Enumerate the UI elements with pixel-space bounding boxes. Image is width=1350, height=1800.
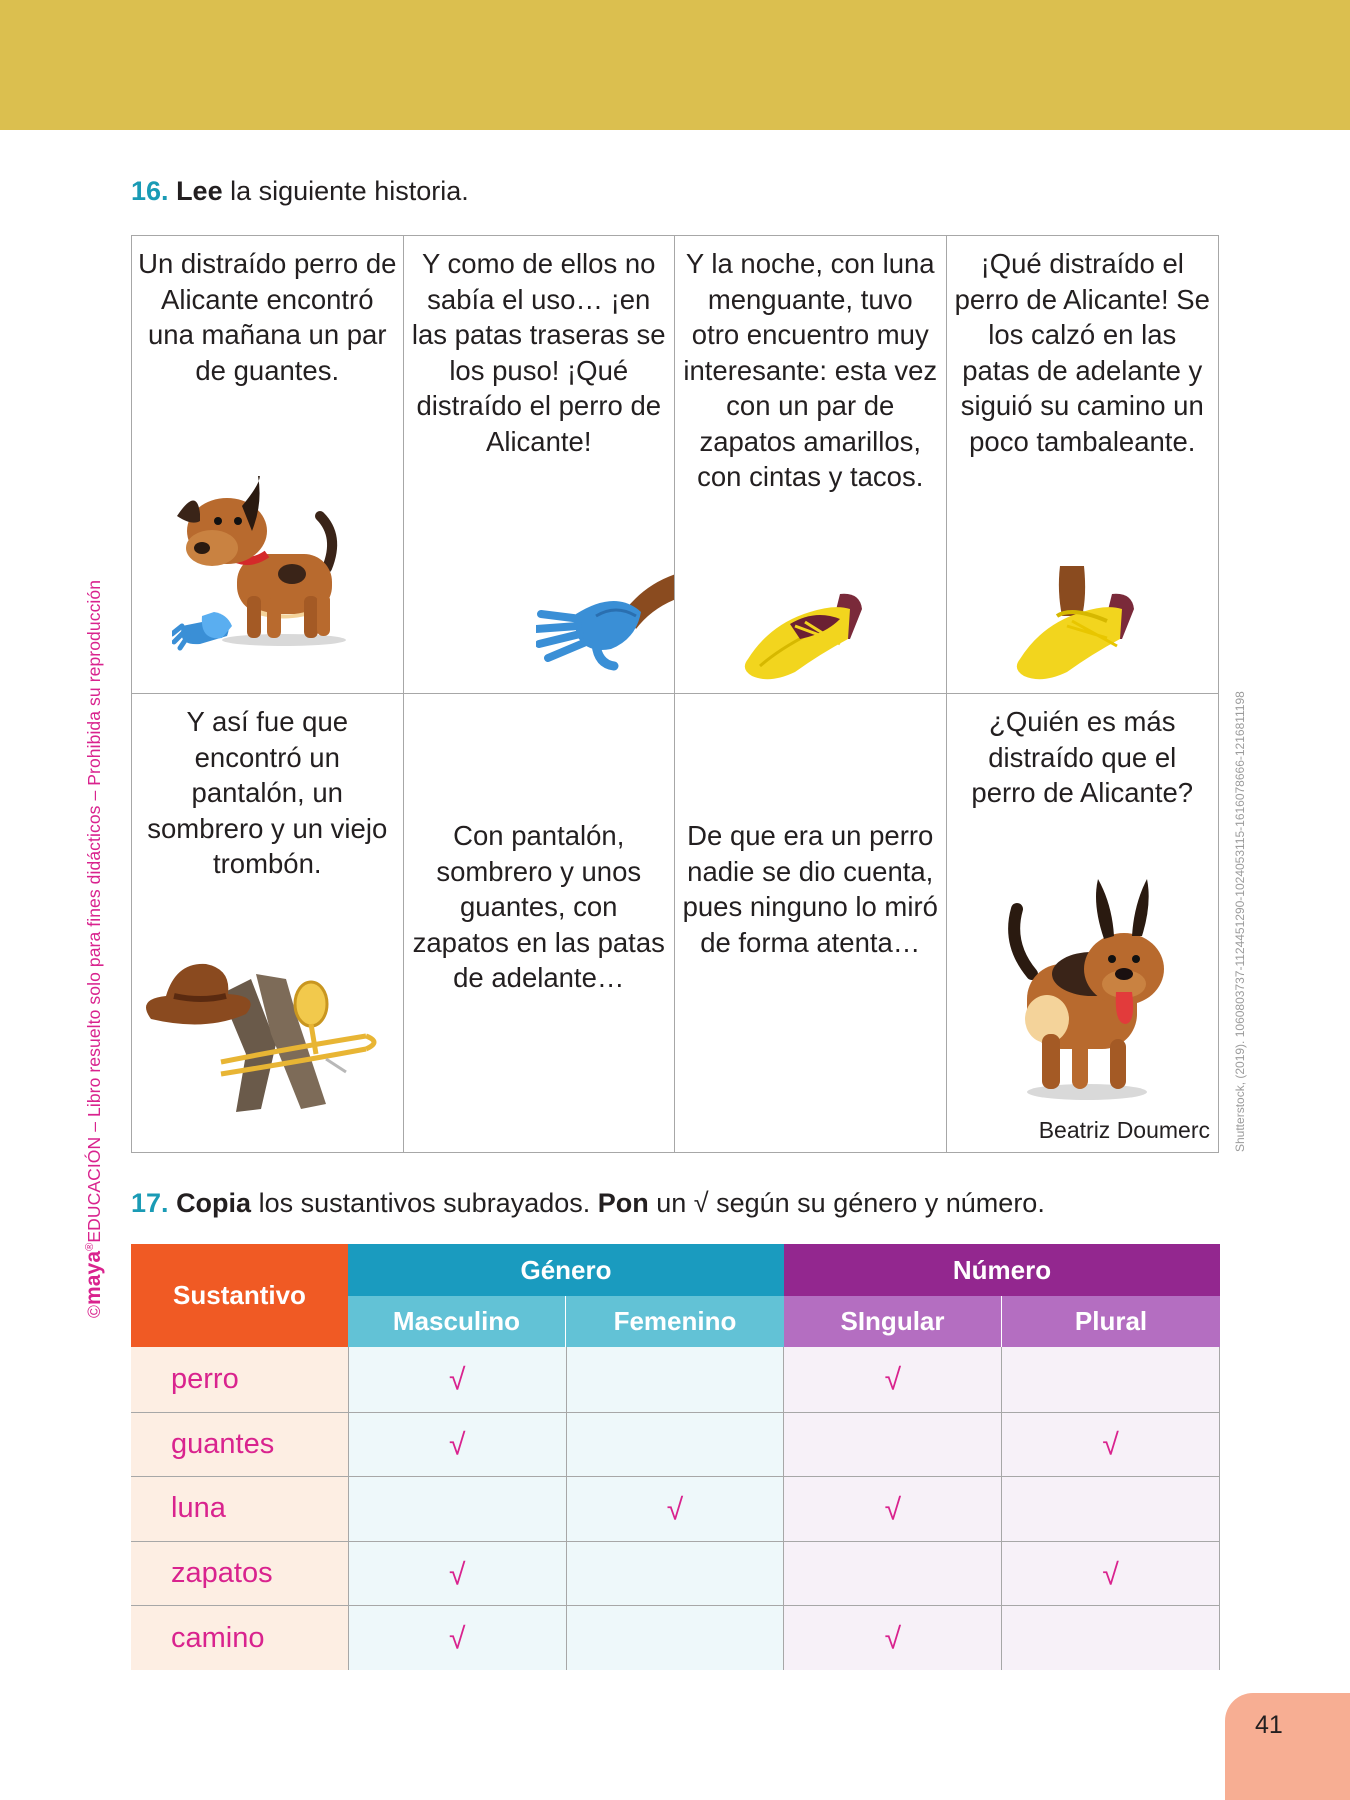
header-plural: Plural <box>1002 1296 1220 1347</box>
story-cell <box>404 236 676 694</box>
plural-cell <box>1001 1542 1219 1606</box>
check-mark: √ <box>448 1558 466 1592</box>
question-verb: Copia <box>176 1188 252 1218</box>
question-number: 16. <box>131 176 169 206</box>
header-band <box>0 0 1350 130</box>
noun-cell: zapatos <box>131 1542 348 1606</box>
table-row <box>131 1541 1219 1606</box>
story-text: Y la noche, con luna menguante, tuvo otro encuentro muy interesante: esta vez con un par de zapatos amarillos, con cintas y tacos. <box>683 248 938 492</box>
masculino-cell <box>348 1477 566 1541</box>
table-row <box>131 1412 1219 1477</box>
question-16-title <box>131 176 469 207</box>
plural-cell <box>1001 1413 1219 1477</box>
header-numero: Número <box>784 1244 1220 1296</box>
story-author: Beatriz Doumerc <box>1038 1117 1210 1143</box>
table-row <box>131 1347 1219 1412</box>
noun-cell: camino <box>131 1606 348 1670</box>
story-cell <box>675 694 947 1152</box>
story-text: Con pantalón, sombrero y unos guantes, con zapatos en las patas de adelante… <box>412 820 665 993</box>
story-text: ¡Qué distraído el perro de Alicante! Se los calzó en las patas de adelante y siguió su camino un poco tambaleante. <box>954 248 1210 457</box>
check-mark: √ <box>448 1429 466 1463</box>
noun-cell: luna <box>131 1477 348 1541</box>
masculino-cell <box>348 1606 566 1670</box>
femenino-cell <box>566 1606 784 1670</box>
masculino-cell <box>348 1413 566 1477</box>
check-mark: √ <box>884 1493 902 1527</box>
story-text: ¿Quién es más distraído que el perro de Alicante? <box>971 706 1194 808</box>
header-sustantivo: Sustantivo <box>131 1244 348 1347</box>
story-text: De que era un perro nadie se dio cuenta, pues ninguno lo miró de forma atenta… <box>682 820 938 958</box>
brand-name: maya <box>82 1250 105 1305</box>
table-row <box>131 1605 1219 1670</box>
dog-tongue-out-illustration <box>1002 874 1172 1104</box>
masculino-cell <box>348 1542 566 1606</box>
noun-cell: guantes <box>131 1413 348 1477</box>
noun-classification-table <box>131 1244 1220 1670</box>
noun-cell: perro <box>131 1347 348 1412</box>
question-number: 17. <box>131 1188 169 1218</box>
plural-cell <box>1001 1606 1219 1670</box>
story-text: Un distraído perro de Alicante encontró una mañana un par de guantes. <box>138 248 397 386</box>
question-17-title <box>131 1188 1045 1219</box>
table-row <box>131 1476 1219 1541</box>
singular-cell <box>783 1347 1001 1412</box>
story-cell <box>947 694 1219 1152</box>
plural-cell <box>1001 1477 1219 1541</box>
question-text: los sustantivos subrayados. <box>251 1188 598 1218</box>
yellow-shoe-illustration <box>740 584 870 684</box>
story-cell <box>404 694 676 1152</box>
check-mark: √ <box>1102 1558 1119 1592</box>
header-masculino: Masculino <box>348 1296 566 1347</box>
shoe-on-paw-illustration <box>1012 566 1142 684</box>
copyright-notice: EDUCACIÓN – Libro resuelto solo para fines didácticos – Prohibida su reproducción <box>84 579 104 1243</box>
femenino-cell <box>566 1413 784 1477</box>
femenino-cell <box>566 1347 784 1412</box>
page-number: 41 <box>1255 1711 1283 1739</box>
femenino-cell <box>566 1477 784 1541</box>
story-cell <box>947 236 1219 694</box>
story-cell <box>675 236 947 694</box>
story-text: Y como de ellos no sabía el uso… ¡en las patas traseras se los puso! ¡Qué distraído el perro de Alicante! <box>411 248 666 457</box>
singular-cell <box>783 1606 1001 1670</box>
image-credit: Shutterstock, (2019). 1060803737-1124451290-1024053115-1616078666-1216811198 <box>1233 691 1247 1152</box>
table-body <box>131 1347 1220 1670</box>
check-mark: √ <box>1102 1429 1119 1463</box>
singular-cell <box>783 1413 1001 1477</box>
check-mark: √ <box>884 1622 902 1656</box>
check-mark: √ <box>448 1622 466 1656</box>
glove-on-paw-illustration <box>536 554 676 674</box>
femenino-cell <box>566 1542 784 1606</box>
plural-cell <box>1001 1347 1219 1412</box>
copyright-sidebar <box>82 478 106 1318</box>
story-grid <box>131 235 1219 1153</box>
story-cell <box>132 694 404 1152</box>
question-text: un √ según su género y número. <box>648 1188 1045 1218</box>
question-text: la siguiente historia. <box>222 176 469 206</box>
story-cell <box>132 236 404 694</box>
singular-cell <box>783 1477 1001 1541</box>
question-verb: Lee <box>176 176 223 206</box>
story-text: Y así fue que encontró un pantalón, un sombrero y un viejo trombón. <box>147 706 388 879</box>
hat-pants-trombone-illustration <box>136 954 404 1114</box>
registered-mark: ® <box>84 1242 97 1251</box>
page-number-tab <box>1225 1693 1350 1800</box>
header-singular: SIngular <box>784 1296 1002 1347</box>
check-mark: √ <box>448 1363 466 1397</box>
masculino-cell <box>348 1347 566 1412</box>
question-verb: Pon <box>597 1188 649 1218</box>
copyright-symbol: © <box>84 1305 104 1318</box>
header-genero: Género <box>348 1244 784 1296</box>
header-femenino: Femenino <box>566 1296 784 1347</box>
dog-with-gloves-illustration <box>172 476 362 651</box>
singular-cell <box>783 1542 1001 1606</box>
check-mark: √ <box>666 1493 684 1527</box>
check-mark: √ <box>884 1363 902 1397</box>
